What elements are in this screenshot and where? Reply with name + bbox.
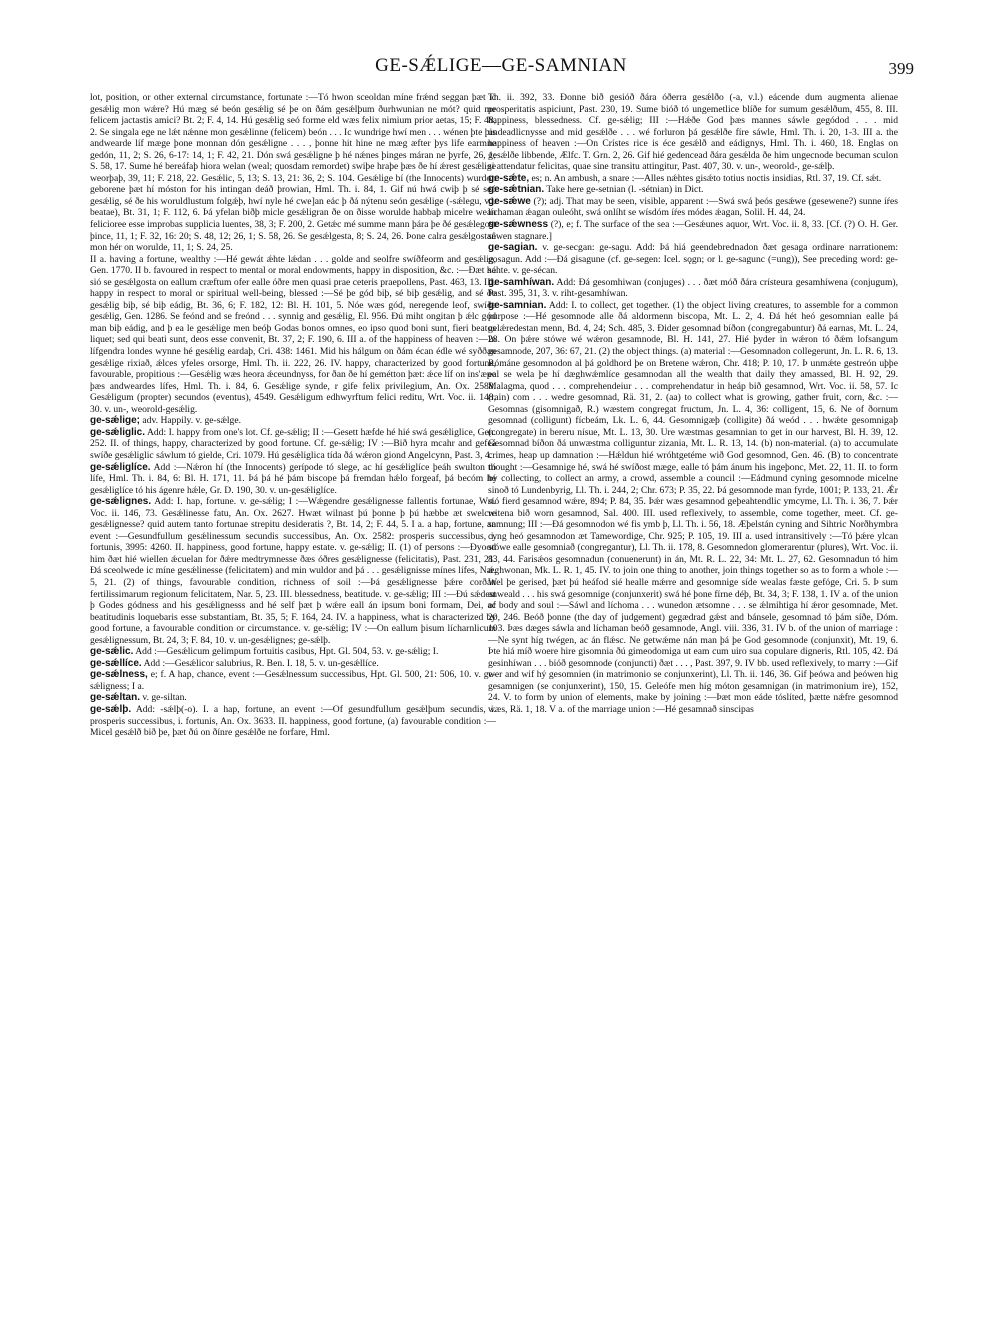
- entry-text: Add: I. to collect, get together. (1) the object living creatures, to assemble for a common purpose :—Hé gesomnode alle ðá aldormenn biscopa, Mt. L. 2, 4. Ðá hét heó gesomnian ealle þá gelǽredestan menn, Bd. 4, 24; Sch. 485, 3. Ðider gesomnad bíðon (congregabuntur) ðá earnas, Mt. L. 24, 28. On þǽre stówe wé wǽron gesamnode, Bl. H. 141, 27. Hié þyder in wǽron tó ðǽm lofsangum gesamnode, 207, 36: 67, 21. (2) the object things. (a) material :—Gesomnadon collegerunt, Jn. L. R. 6, 13. Rómáne gesomnodon al þá goldhord þe on Bretene wǽron, Chr. 418; P. 10, 17. Þ unmǽte gestreón uþþe eal se wela þe hí dæghwǽmlíce gesamnodan all the wealth that daily they amassed, Bl. H. 92, 29. Malagma, quod . . . comprehendeiur . . . comprehendatur in heáp bið gesamnod, Wrt. Voc. ii. 58, 57. Ic (rain) com . . . wedre gesomnad, Rä. 31, 2. (aa) to collect what is growing, gather fruit, corn, &c. :—Gesomnas (gisomnigað, R.) wæstem congregat fructum, Jn. L. 4, 36: colligent, 15, 6. Ne of ðornum gesomnad (colligunt) fícbeám, Lk. L. 6, 44. Gesomnigæþ (colligite) ðá weód . . . hwǽte gesomnigaþ (congregate) in bereru nísue, Mt. L. 13, 30. Ure wæstmas gesamnian to get in our harvest, Bl. H. 39, 12. Gesomnad bíðon ðá unwæstma colliguntur zizania, Mt. L. R. 13, 14. (b) non-material. (a) to accumulate crimes, heap up damnation :—Hǽldun hié wróhtgetéme wið God gesomnod, Gen. 46. (B) to concentrate thought :—Gesamnige hé, swá hé swíðost mæge, ealle tó þám ánum his ingeþonc, Met. 22, 11. II. to form by collecting, to collect an army, a crowd, assemble a council :—Eádmund cyning gesomnode micelne sinoð tó Lundenbyrig, Ll. Th. i. 244, 2; Chr. 673; P. 35, 22. Þá gesomnode man fyrde, 1001; P. 133, 21. Ǽr sió fierd gesamnod wǽre, 894; P. 84, 35. Þǽr wæs gesamnod geþeahtendlic ymcyme, Ll. Th. i. 36, 7. Þǽr witena bið worn gesamnod, Sal. 400. III. used reflexively, to assemble, come together, meet. Cf. ge-samnung; III :—Ðá gesomnodon wé fis ymb þ, Ll. Th. i. 56, 18. Æþelstán cyning and Sihtric Norðhymbra cyng heó gesamnodon æt Tamewordige, Chr. 925; P. 105, 19. III a. used intransitively :—Tó þǽre ylcan stówe ealle gesomniað (congregantur), Ll. Th. ii. 178, 8. Gesomnedon glomerarentur (plures), Wrt. Voc. ii. 83, 44. Farisǽos gesomnadun (conuenerunt) in án, Mt. R. L. 22, 34: Mt. L. 27, 62. Gesomnadun tó him ǽghwonan, Mk. L. R. 1, 45. IV. to join one thing to another, join things together so as to form a whole :—Wel þe gerised, þæt þú heáfod sié healle mǽrre and gesomnige síde wealas fæste gefóge, Cri. 5. Þ sum anweald . . . his swá gesomnige (conjunxerit) swá hé þone fírne déþ, Bt. 34, 3; F. 138, 1. IV a. of the union of body and soul :—Sáwl and líchoma . . . wunedon ætsomne . . . se ǽlmihtiga hí ǽror gesomnade, Met. 20, 246. Beóð þonne (the day of judgement) gegædrad gǽst and bánsele, gesomnad tó þám síðe, Dóm. 103. Þæs dæges sáwla and líchaman beóð gesamnode, Angl. viii. 336, 31. IV b. of the union of marriage :—Ne synt híg twégen, ac án flǽsc. Ne getwǽme nán man þá þe God gesomnode (conjunxit), Mt. 19, 6. Þte hiá míð woere hire gisomnia ðú gimeodomiga ut eam cum uiro sua copulare digneris, Rtl. 105, 42. Ðá gesinhíwan . . . bióð gesomnode (conjuncti) ðæt . . . , Past. 397, 9. IV bb. used reflexively, to marry :—Gif wer and wif hý gesomnien (in matrimonio se conjunxerint), Ll. Th. ii. 146, 36. Gif þeówa and þeówen hig gesamnigen (se conjunxerint), 150, 15. Geleófe men híg móton gesamnigan (in matrimonium ire), 152, 24. V. to form by union of elements, make by joining :—Þæt mon eáde tóslíted, þætte nǽfre gesomnod wæs, Rä. 1, 18. V a. of the marriage union :—Hé gesamnað sinscipas: [488, 299, 898, 715]
- dictionary-entry: [90, 254, 496, 416]
- entry-text: Add: Ðá gesomhiwan (conjuges) . . . ðæt móð ðára crísteura gesamhíwena (conjugum), Past. 395, 31, 3. v. riht-gesamhíwan.: [488, 276, 898, 300]
- entry-headword: ge-sǽlige;: [90, 415, 141, 427]
- entry-headword: ge-sǽliglíce.: [90, 461, 151, 473]
- entry-text: Add: I. hap, fortune. v. ge-sǽlig; I :—Wǽgendre gesǽlignesse fallentis fortunae, Wrt. Voc. ii. 146, 73. Gesǽlinesse fatu, An. Ox. 2627. Hwæt wilnast þú þonne þ þú hæbbe æt swelcre gesǽlignesse? quid autem tanto fortunae strepitu desideratis ?, Bt. 14, 2; F. 44, 5. I a. a hap, fortune, an event :—Gesundfullum gesǽlinessum secundis successibus, An. Ox. 2582: prosperis successibus, i. fortunis, 3995: 4260. II. happiness, good fortune, happy estate. v. ge-sǽlig; II. (1) of persons :—Ðyood him ðæt hié wiellen ǽcuelan for ðǽre medtrymnesse ðæs óðres gesǽlignesse (felicitatis), Past. 231, 21. Ðá sceolwede ic míne gesǽlinesse (felicitatem) and min wuldor and þá . . . gesǽlignisse mínes lífes, Nar. 5, 21. (2) of things, favourable condition, richness of soil :—Þá gesǽlignesse þǽre corðan fertilissimarum regionum felicitatem, Nar. 5, 23. III. blessedness, beatitude. v. ge-sǽlig; III :—Ðú sǽdest þ Godes gódness and his gesǽlignesss and hé self þæt þ wǽre eall án ipsum boni formam, Dei, ac beatitudinis loquebaris esse substantiam, Bt. 35, 5; F. 164, 24. IV. a happiness, what is characterized by good fortune, a favourable condition or circumstance. v. ge-sǽlig; IV :—On eallum þisum lícharnlicum gesǽlignessum, Bt. 24, 3; F. 84, 10. v. un-gesǽlignes; ge-sǽlþ.: [90, 496, 496, 646]
- dictionary-entry: [90, 692, 496, 704]
- dictionary-entry: [488, 242, 898, 277]
- right-column: [488, 92, 898, 1292]
- entry-text: Add: I. happy from one's lot. Cf. ge-sǽlig; II :—Gesett hæfde hé hié swá gesǽliglice, Gen. 252. II. of things, happy, characterized by good fortune. Cf. ge-sǽlig; IV :—Bið hyra mcahr and gefeá swíðe gesǽliglic sáwlum tó gielde, Cri. 1079. Hú gesǽliglica tída ðá wǽron giond Angelcynn, Past. 3, 4.: [90, 426, 496, 461]
- entry-text: (?); adj. That may be seen, visible, apparent :—Swá swá þeós gesǽwe (gesewene?) sunne íŕes líchaman ǽagan ouleóht, swá onlíht se wísdóm íŕes módes ǽagan, Solil. H. 44, 24.: [488, 195, 898, 219]
- dictionary-entry: [488, 196, 898, 219]
- entry-headword: ge-samhíwan.: [488, 276, 555, 288]
- dictionary-entry: [488, 184, 898, 196]
- dictionary-entry: [90, 415, 496, 427]
- entry-headword: ge-sǽllíce.: [90, 657, 142, 669]
- dictionary-entry: [488, 173, 898, 185]
- running-title: GE-SǼLIGE—GE-SAMNIAN: [375, 55, 627, 76]
- entry-text: Add :—Nǽron hí (the Innocents) gerípode tó slege, ac hí gesǽliglíce þeáh swulton tó lífe, Hml. Th. i. 84, 6: Bl. H. 171, 11. Þá þá hé þám biscope þá fremdan hǽlo forgeaf, þá becóm hé gesǽliglíce tó his ágenre hǽle, Gr. D. 190, 30. v. un-gesǽliglíce.: [90, 461, 496, 496]
- entry-text: Take here ge-setnian (l. -sétnian) in Dict.: [544, 184, 704, 196]
- entry-text: v. ge-secgan: ge-sagu. Add: Þá hiá geendebrednadon ðæt gesaga ordinare narrationem: gosagun. Add :—Ðá gisagune (cf. ge-segen: Icel. sǫgn; or l. ge-sagunc (=ung)), See preceding word: ge-sahte. v. ge-sécan.: [488, 242, 898, 277]
- entry-headword: ge-samnian.: [488, 299, 547, 311]
- entry-headword: ge-sǽwness: [488, 219, 549, 231]
- entry-text: Th. ii. 392, 33. Ðonne bið gesióð ðára óðerra gesǽlðo (-a, v.l.) eácende dum augmenta alienae prosperitatis aspiciunt, Past. 230, 19. Sume bióð tó ungemetlice blíðe for sumum gesǽlðum, 455, 8. III. happiness, blessedness. Cf. ge-sǽlig; III :—Hǽðe God þæs mannes sáwle gegódod . . . mid undeadlicnysse and mid gesǽlðe . . . wé forluron þá gesǽlðe fíre sáwle, Hml. Th. i. 20, 1-3. III a. the happiness of heaven :—On Crístes rice is éce gesǽlð and eádignys, Hml. Th. i. 460, 18. Englas on gesǽlðe libbende, Ælfc. T. Grn. 2, 26. Gif hié gedencead ðára gesǽlda ðe him ungecnode becuman sculon si attendatur felicitas, quae sine transitu attingitur, Past. 407, 30. v. un-, weorold-, ge-sǽlþ.: [488, 92, 898, 173]
- dictionary-entry: [90, 462, 496, 497]
- entry-headword: ge-sǽlic.: [90, 646, 134, 658]
- page-number: 399: [888, 59, 914, 78]
- entry-headword: ge-sagian.: [488, 242, 538, 254]
- dictionary-entry: [90, 427, 496, 462]
- entry-text: adv. Happily. v. ge-sǽlge.: [140, 415, 241, 427]
- entry-headword: ge-sǽliglic.: [90, 426, 146, 438]
- dictionary-entry: [90, 669, 496, 692]
- entry-text: II a. having a fortune, wealthy :—Hé gewát ǽhte lǽdan . . . golde and seolfre swíðfeorm and gesǽlig, Gen. 1770. II b. favoured in respect to mental or moral endowments, happy in disposition, &c. :—Ðæt hé sió se gesǽlgosta on eallum cræftum ofer ealle óðre men quasi prae ceteris praepollens, Past. 463, 13. III. happy in respect to moral or spiritual well-being, blessed :—Sé þe gód biþ, sé biþ gesǽlig, and sé ðe gesǽlig biþ, sé biþ eádig, Bt. 36, 6; F. 182, 12: Bl. H. 101, 5. Nóe wæs gód, neregende leof, swíðe gesǽlig, Gen. 1286. Se feónd and se freónd . . . synnig and gesǽlig, El. 956. Ðú miht ongitan þ ǽlc gód man biþ eádig, and þ ea le gesǽlige men beóþ Godas bonos omnes, eo ipso quod boni sunt, fieri beatos liquet; sed qui beati sunt, deos esse convenit, Bt. 37, 2; F. 190, 6. III a. of the happiness of heaven :—In lífgendra londes wynne hé gesǽlig eardaþ, Cri. 438: 1461. Mid his hálgum on ðám écan édle wé syððan gesǽlige rixiað, ǽlces yfeles orsorge, Hml. Th. ii. 222, 26. IV. happy, characterized by good fortune, favourable, propitious :—Gesǽlig wæs heora ǽceundnyss, for ðan ðe hí gemétton þæt: ǽce líf on ins'æpe þæs andweardes lífes, Hml. Th. i. 84, 6. Gesǽlige synde, r gife felix privilegium, An. Ox. 2588. Gesǽligum (propter) secundos (eventus), 4549. Gesǽligum edhwyrftum felici reditu, Wrt. Voc. ii. 148, 30. v. un-, weorold-gesǽlig.: [90, 253, 496, 415]
- entry-text: Add :—Gesǽlicum gelimpum fortuitis casibus, Hpt. Gl. 504, 53. v. ge-sǽlig; I.: [133, 646, 439, 658]
- dictionary-entry: [90, 646, 496, 658]
- entry-text: es; n. An ambush, a snare :—Alles nǽhtes gisǽto totius noctis insidias, Rtl. 37, 19. Cf. sǽt.: [529, 172, 882, 184]
- entry-headword: ge-sǽtnian.: [488, 184, 545, 196]
- entry-headword: ge-sǽwe: [488, 195, 531, 207]
- dictionary-entry: [488, 219, 898, 242]
- entry-headword: ge-sǽlness,: [90, 669, 148, 681]
- entry-text: (?), e; f. The surface of the sea :—Gesǽunes aquor, Wrt. Voc. ii. 8, 33. [Cf. (?) O. H. Ger. sêwen stagnare.]: [488, 219, 898, 242]
- left-column: [90, 92, 496, 1292]
- entry-text: lot, position, or other external circumstance, fortunate :—Tó hwon sceoldan míne frǽnd seggan þæt ic gesǽlig mon wǽre? Hú mæg sé beón gesǽlig sé þe on ðám gesǽlþum ðurhwunian ne mót? quid me felicem jactastis amici? Bt. 2; F. 4, 14. Hú gesǽlig seó forme eld wæs felix nimium prior aetas, 15; F. 48, 2. Se singala ege ne lǽt nǽnne mon gesǽlinne (felicem) beón . . . Ic wundrige hwí men . . . wénen þte þis andwearde líf mæge þone monnan dón gesǽligne . . . , þonne hit hine ne mæg æfter þys life earmne gedón, 11, 2; S. 26, 6-17: 14, 1; F. 42, 21. Dón swá gesǽligne þ hé nǽnes þinges máran ne þyrfe, 26, 1; S. 58, 17. Sume hé bereáfaþ hiora welan (weal; quosdam remordet) swiþe hraþe þæs ðe hí ǽrest gesǽlige weorþaþ, 39, 11; F. 218, 22. Gesǽlic, 5, 13; S. 13, 21: 36, 2; S. 104. Gesǽlige bí (the Innocents) wurdon geborene þæt hí móston for his intingan deáð þrowian, Hml. Th. i. 84, 1. Gif nú hwá cwiþ þ sé seó gesǽlig, sé ðe his woruldlustum folgǽþ, hwí nyle hé cwe]an eác þ ðá nýtenu seón gesǽlige (-sǽlegu, v.l. beatae), Bt. 31, 1; F. 112, 6. Þá yfelan biðþ micle gesǽligran ðe on ðisse worulde habbaþ micelre wean felicioree esse improbas supplicia luentes, 38, 3; F. 200, 2. Getǽc mé summe mann þára þe ðé gesǽlegost þince, 11, 1; F. 32, 16: 20; S. 48, 12; 26, 1; S. 58, 26. Se gesǽlgesta, 8; S. 24, 26. Þone calra gesǽlgostan mon hér on worulde, 11, 1; S. 24, 25.: [90, 92, 496, 254]
- dictionary-entry: [488, 300, 898, 716]
- entry-text: Add :—Gesǽlicor salubrius, R. Ben. I. 18, 5. v. un-gesǽllíce.: [141, 657, 379, 669]
- entry-headword: ge-sǽte,: [488, 172, 530, 184]
- dictionary-entry: [90, 658, 496, 670]
- entry-text: e; f. A hap, chance, event :—Gesǽlnessum successibus, Hpt. Gl. 500, 21: 506, 10. v. ge-sǽligness; I a.: [90, 669, 496, 692]
- entry-text: Add: -sǽlþ(-o). I. a hap, fortune, an event :—Of gesundfullum gesǽlþum secundis, i. prosperis successibus, i. fortunis, An. Ox. 3633. II. happiness, good fortune, (a) favourable condition :—Micel gesǽlð bið þe, þæt ðú on ðínre gesǽlðe ne forfare, Hml.: [90, 703, 496, 739]
- dictionary-entry: [90, 92, 496, 254]
- dictionary-entry: [488, 277, 898, 300]
- page-header: [88, 55, 914, 81]
- entry-headword: ge-sǽltan.: [90, 692, 141, 704]
- dictionary-entry: [90, 704, 496, 739]
- entry-headword: ge-sǽlþ.: [90, 703, 132, 715]
- dictionary-entry: [488, 92, 898, 173]
- entry-text: v. ge-siltan.: [140, 692, 187, 704]
- entry-headword: ge-sǽlignes.: [90, 496, 152, 508]
- dictionary-entry: [90, 496, 496, 646]
